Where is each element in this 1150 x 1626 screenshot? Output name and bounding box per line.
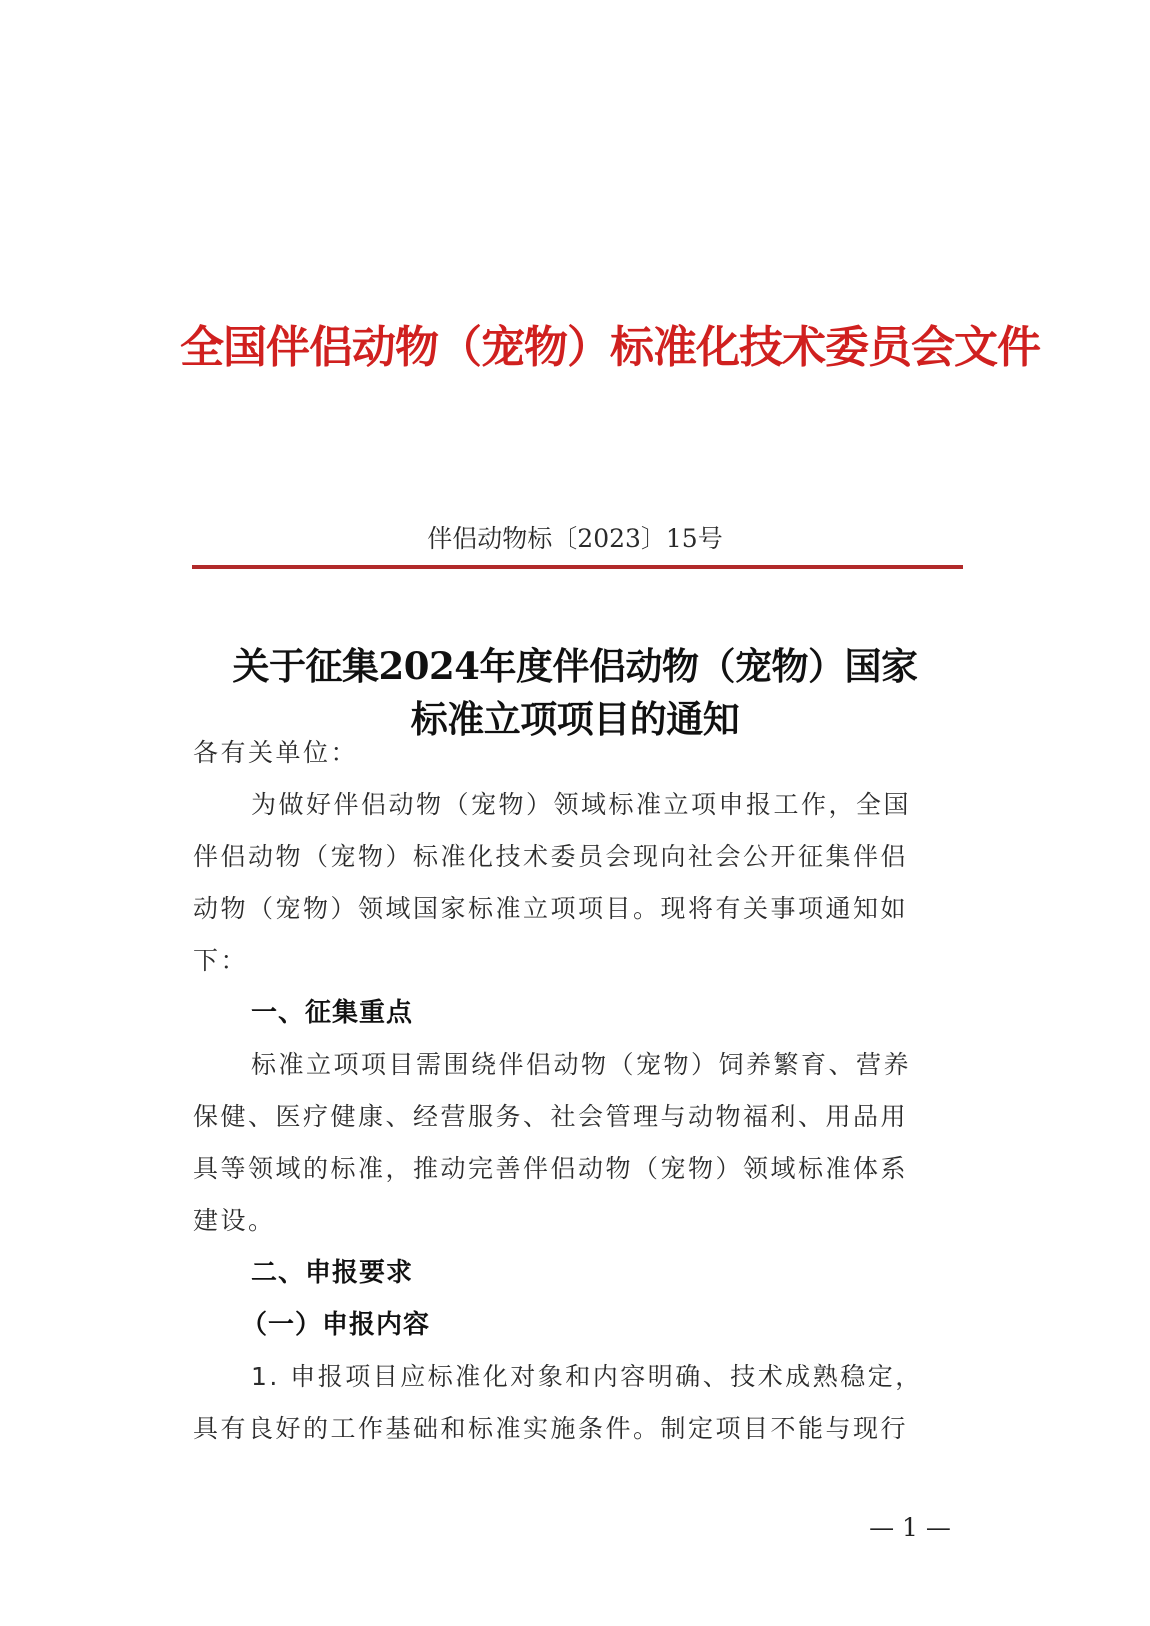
red-divider-line (192, 565, 963, 569)
section-1-line-3: 具等领域的标准，推动完善伴侣动物（宠物）领域标准体系 (193, 1154, 909, 1183)
intro-line-1: 为做好伴侣动物（宠物）领域标准立项申报工作，全国 (251, 790, 912, 819)
section-1-line-2: 保健、医疗健康、经营服务、社会管理与动物福利、用品用 (193, 1102, 909, 1131)
subsection-1-line-2: 具有良好的工作基础和标准实施条件。制定项目不能与现行 (193, 1414, 909, 1443)
section-1-line-1: 标准立项项目需围绕伴侣动物（宠物）饲养繁育、营养 (251, 1050, 912, 1079)
page-number: — 1 — (869, 1513, 951, 1542)
intro-line-4: 下： (193, 946, 249, 975)
intro-line-3: 动物（宠物）领域国家标准立项项目。现将有关事项通知如 (193, 894, 909, 923)
notice-title-line-1: 关于征集2024年度伴侣动物（宠物）国家 (232, 644, 918, 688)
section-2-heading: 二、申报要求 (251, 1258, 414, 1288)
subsection-1-line-1: 1. 申报项目应标准化对象和内容明确、技术成熟稳定， (251, 1362, 923, 1391)
salutation: 各有关单位： (193, 738, 359, 767)
section-1-line-4: 建设。 (193, 1206, 276, 1235)
intro-line-2: 伴侣动物（宠物）标准化技术委员会现向社会公开征集伴侣 (193, 842, 909, 871)
notice-title-line-2: 标准立项项目的通知 (410, 697, 740, 741)
issuer-header: 全国伴侣动物（宠物）标准化技术委员会文件 (180, 322, 1040, 373)
subsection-1-heading: （一）申报内容 (241, 1310, 431, 1340)
document-body (193, 727, 963, 1455)
section-1-heading: 一、征集重点 (251, 998, 414, 1028)
document-number: 伴侣动物标〔2023〕15号 (427, 524, 723, 553)
